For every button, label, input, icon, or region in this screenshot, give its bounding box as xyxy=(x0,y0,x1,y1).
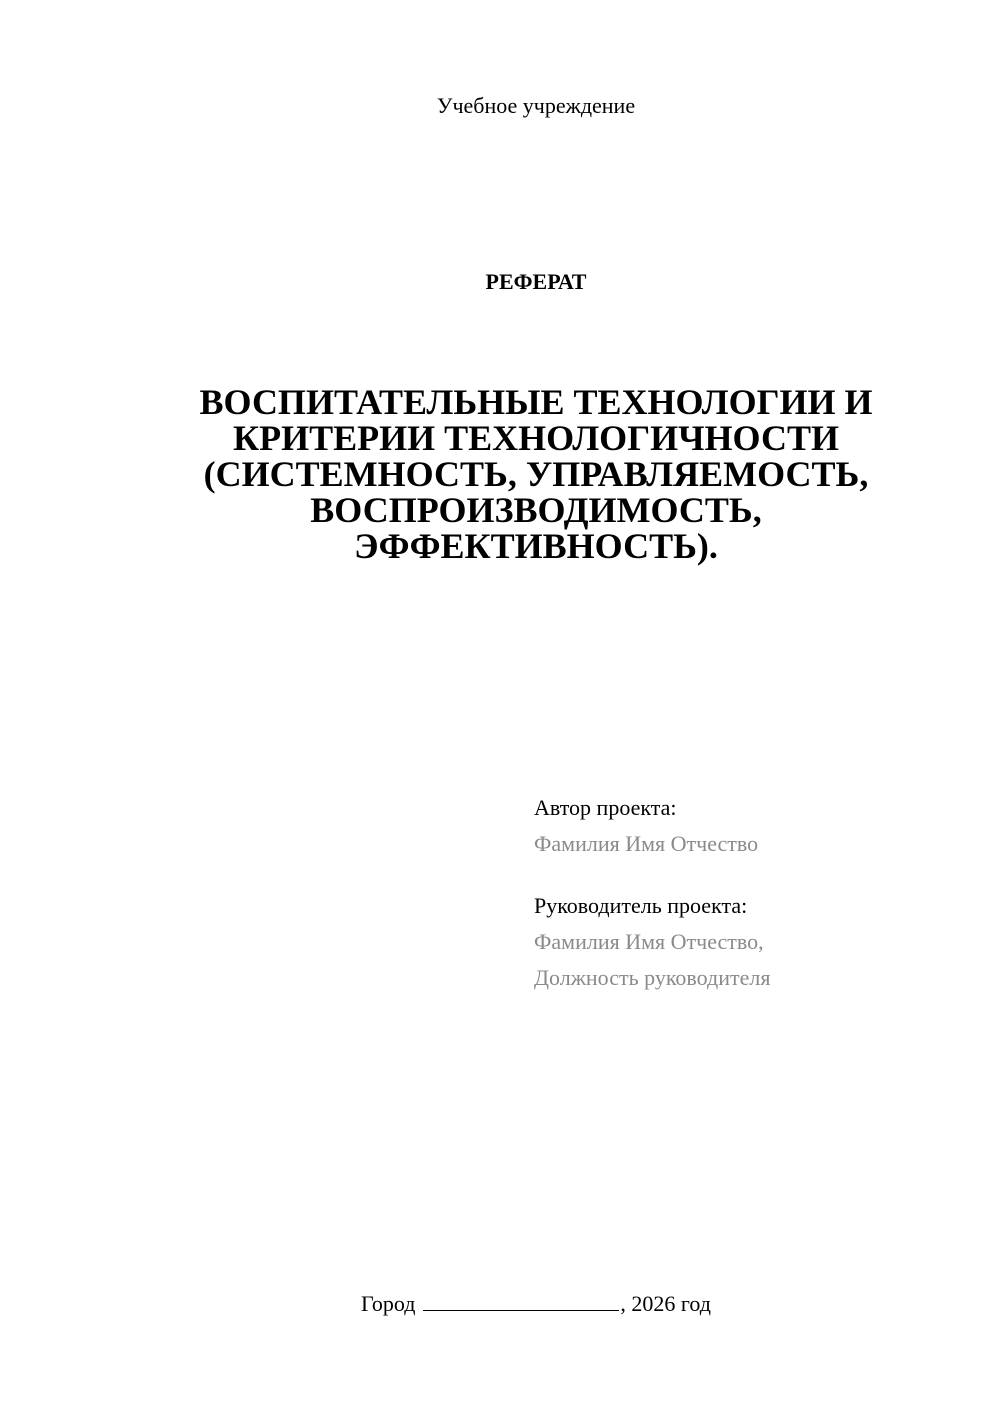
credits-spacer xyxy=(534,862,974,888)
city-label: Город xyxy=(361,1291,416,1316)
title-line: ЭФФЕКТИВНОСТЬ). xyxy=(354,526,718,566)
author-label: Автор проекта: xyxy=(534,795,677,820)
author-name: Фамилия Имя Отчество xyxy=(534,831,759,856)
footer-city-year xyxy=(0,1290,1000,1318)
year-text: , 2026 год xyxy=(620,1291,711,1316)
credits-block xyxy=(534,790,974,996)
title-line: (СИСТЕМНОСТЬ, УПРАВЛЯЕМОСТЬ, xyxy=(203,454,869,494)
document-type: РЕФЕРАТ xyxy=(485,269,587,294)
city-blank-line xyxy=(423,1290,619,1311)
supervisor-label: Руководитель проекта: xyxy=(534,893,748,918)
title-line: КРИТЕРИИ ТЕХНОЛОГИЧНОСТИ xyxy=(233,418,839,458)
document-title xyxy=(150,384,922,564)
supervisor-name: Фамилия Имя Отчество, xyxy=(534,929,764,954)
supervisor-position: Должность руководителя xyxy=(534,965,771,990)
institution-name: Учебное учреждение xyxy=(436,93,636,118)
title-line: ВОСПРОИЗВОДИМОСТЬ, xyxy=(310,490,762,530)
title-line: ВОСПИТАТЕЛЬНЫЕ ТЕХНОЛОГИИ И xyxy=(199,382,873,422)
